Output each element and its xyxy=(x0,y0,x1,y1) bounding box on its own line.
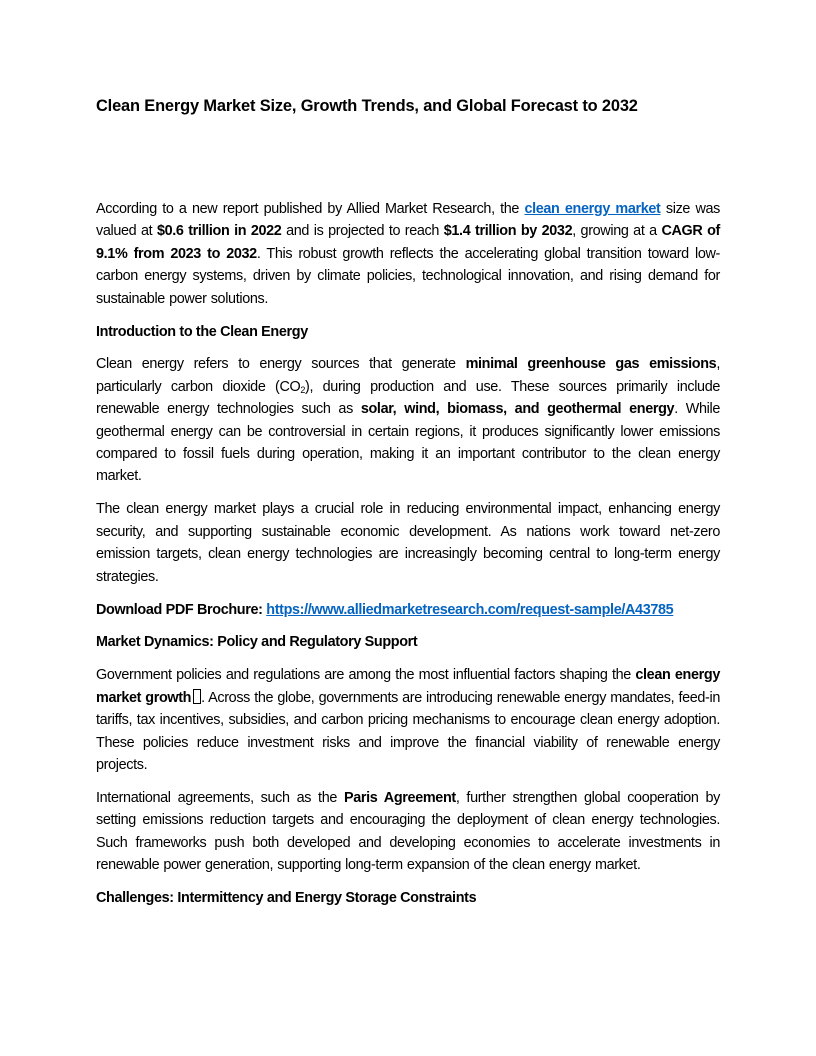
clean-energy-market-link[interactable]: clean energy market xyxy=(524,201,661,217)
section-heading-market-dynamics: Market Dynamics: Policy and Regulatory Support xyxy=(96,634,418,651)
download-brochure-line: Download PDF Brochure: https://www.alliedmarketresearch.com/request-sample/A43785 xyxy=(96,601,674,618)
intro-paragraph: According to a new report published by Allied Market Research, the clean energy market size was valued at $0.6 trillion in 2022 and is projected to reach $1.4 trillion by 2032, growing at a CAGR of 9.1% from 2023 to 2032. This robust growth reflects the accelerating global transition toward low-carbon energy systems, driven by climate policies, technological innovation, and rising demand for sustainable power solutions. xyxy=(96,201,720,307)
agreements-paragraph: International agreements, such as the Paris Agreement, further strengthen global cooperation by setting emissions reduction targets and encouraging the deployment of clean energy technologies. Such frameworks push both developed and developing economies to accelerate investments in renewable power generation, supporting long-term expansion of the clean energy market. xyxy=(96,789,720,874)
policy-paragraph: Government policies and regulations are among the most influential factors shaping the clean energy market growth . Across the globe, governments are introducing renewable energy mandates, feed-in tariffs, tax incentives, subsidies, and carbon pricing mechanisms to encourage clean energy adoption. These policies reduce investment risks and improve the financial viability of renewable energy projects. xyxy=(96,667,720,773)
definition-paragraph: Clean energy refers to energy sources that generate minimal greenhouse gas emissions, particularly carbon dioxide $(CO_2)$, during production and use. These sources primarily include renewable energy technologies such as solar, wind, biomass, and geothermal energy. While geothermal energy can be controversial in certain regions, it produces significantly lower emissions compared to fossil fuels during operation, making it an important contributor to the clean energy market. xyxy=(96,356,720,485)
document-body xyxy=(96,198,720,920)
market-role-paragraph: The clean energy market plays a crucial role in reducing environmental impact, enhancing energy security, and supporting sustainable economic development. As nations work toward net-zero emission targets, clean energy technologies are increasingly becoming central to long-term energy strategies. xyxy=(96,501,720,585)
document-title: Clean Energy Market Size, Growth Trends, and Global Forecast to 2032 xyxy=(96,97,638,115)
section-heading-challenges: Challenges: Intermittency and Energy Storage Constraints xyxy=(96,889,477,906)
section-heading-introduction: Introduction to the Clean Energy xyxy=(96,323,308,340)
missing-glyph-icon xyxy=(193,689,201,704)
brochure-link[interactable]: https://www.alliedmarketresearch.com/request-sample/A43785 xyxy=(266,601,674,618)
